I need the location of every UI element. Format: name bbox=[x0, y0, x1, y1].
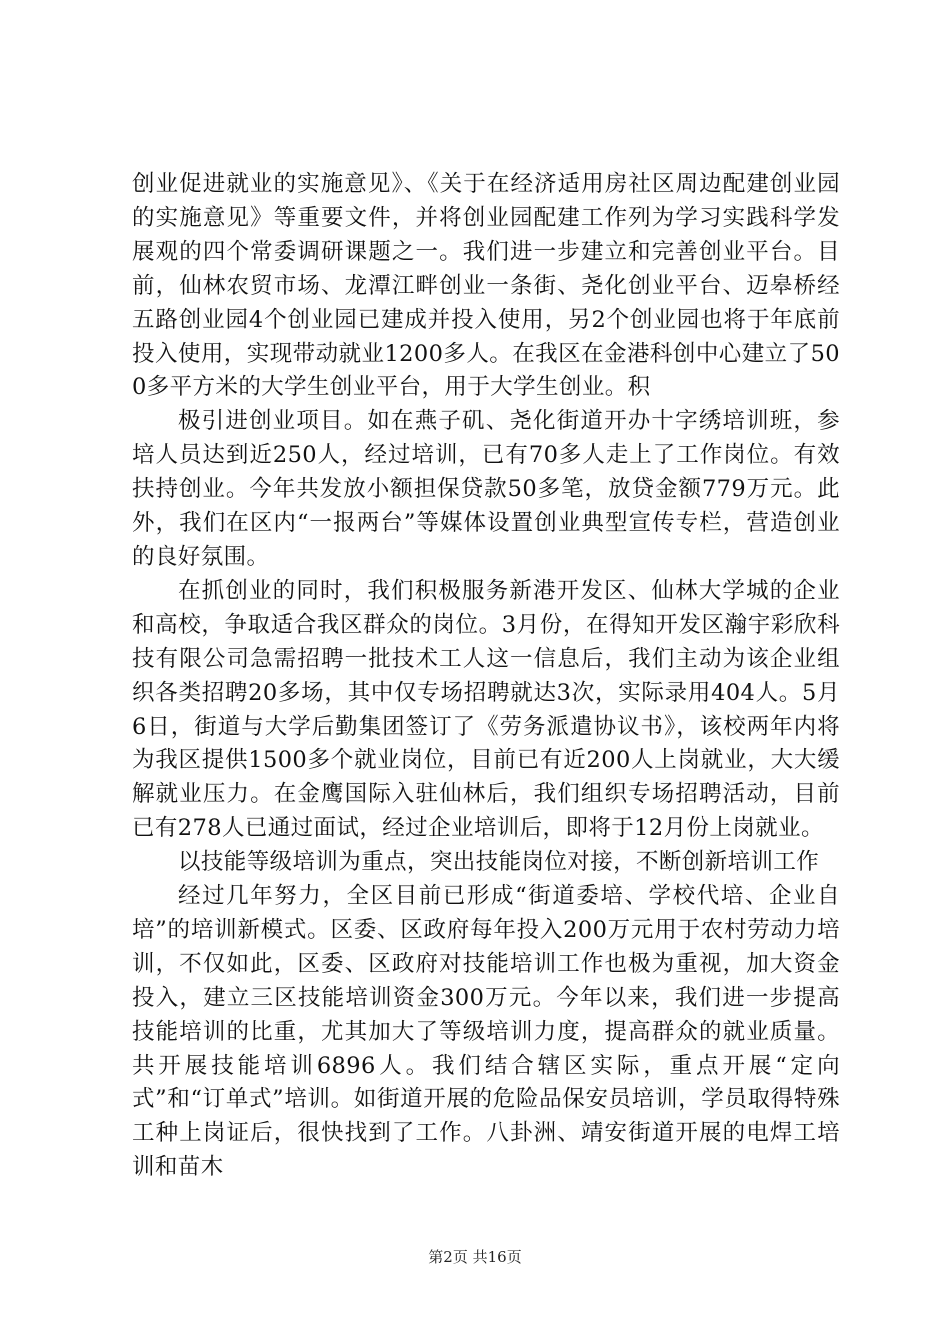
paragraph-projects: 极引进创业项目。如在燕子矶、尧化街道开办十字绣培训班，参培人员达到近250人，经过培训，已有70多人走上了工作岗位。有效扶持创业。今年共发放小额担保贷款50多笔，放贷金额779万元。此外，我们在区内“一报两台”等媒体设置创业典型宣传专栏，营造创业的良好氛围。 bbox=[132, 408, 840, 570]
section-heading-training: 以技能等级培训为重点，突出技能岗位对接，不断创新培训工作 bbox=[178, 849, 820, 876]
paragraph-continuation: 创业促进就业的实施意见》、《关于在经济适用房社区周边配建创业园的实施意见》等重要文件，并将创业园配建工作列为学习实践科学发展观的四个常委调研课题之一。我们进一步建立和完善创业平台。目前，仙林农贸市场、龙潭江畔创业一条街、尧化创业平台、迈皋桥经五路创业园4个创业园已建成并投入使用，另2个创业园也将于年底前投入使用，实现带动就业1200多人。在我区在金港科创中心建立了500多平方米的大学生创业平台，用于大学生创业。积 bbox=[132, 171, 840, 401]
document-body bbox=[132, 168, 840, 1185]
paragraph-training: 经过几年努力，全区目前已形成“街道委培、学校代培、企业自培”的培训新模式。区委、区政府每年投入200万元用于农村劳动力培训，不仅如此，区委、区政府对技能培训工作也极为重视，加大资金投入，建立三区技能培训资金300万元。今年以来，我们进一步提高技能培训的比重，尤其加大了等级培训力度，提高群众的就业质量。共开展技能培训6896人。我们结合辖区实际，重点开展“定向式”和“订单式”培训。如街道开展的危险品保安员培训，学员取得特殊工种上岗证后，很快找到了工作。八卦洲、靖安街道开展的电焊工培训和苗木 bbox=[132, 883, 840, 1181]
page-number-footer: 第2页 共16页 bbox=[428, 1248, 522, 1266]
paragraph-recruitment: 在抓创业的同时，我们积极服务新港开发区、仙林大学城的企业和高校，争取适合我区群众的岗位。3月份，在得知开发区瀚宇彩欣科技有限公司急需招聘一批技术工人这一信息后，我们主动为该企业组织各类招聘20多场，其中仅专场招聘就达3次，实际录用404人。5月6日，街道与大学后勤集团签订了《劳务派遣协议书》，该校两年内将为我区提供1500多个就业岗位，目前已有近200人上岗就业，大大缓解就业压力。在金鹰国际入驻仙林后，我们组织专场招聘活动，目前已有278人已通过面试，经过企业培训后，即将于12月份上岗就业。 bbox=[132, 577, 840, 842]
